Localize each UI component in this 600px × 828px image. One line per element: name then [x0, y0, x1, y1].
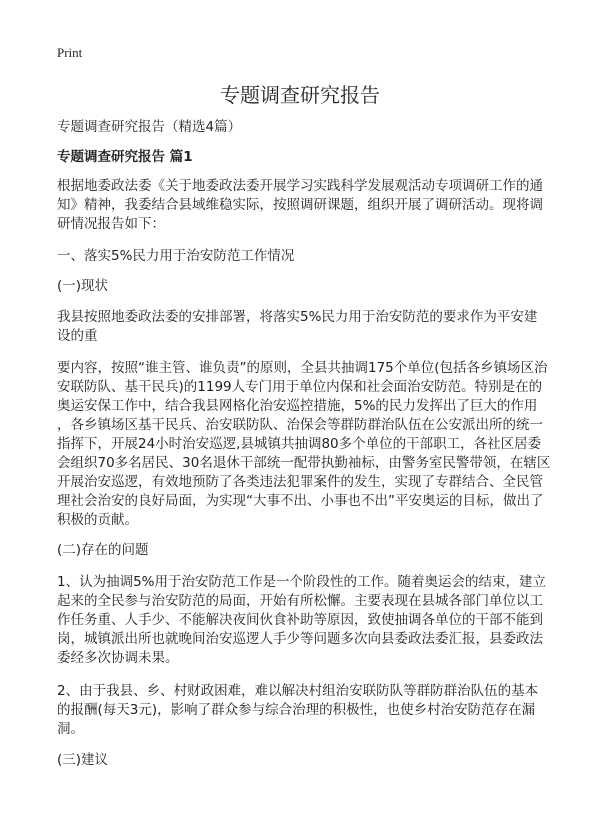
- text-line: 安联防队、基干民兵)的1199人专门用于单位内保和社会面治安防范。特别是在的: [57, 379, 543, 395]
- paragraph-2: [57, 359, 580, 530]
- text-line: 要内容，按照“谁主管、谁负责”的原则，全县共抽调175个单位(包括各乡镇场区治: [57, 360, 548, 376]
- text-line: 积极的贡献。: [57, 512, 138, 528]
- subheading-suggestions: (三)建议: [57, 752, 109, 768]
- text-line: 开展治安巡逻，有效地预防了各类违法犯罪案件的发生，实现了专群结合、全民管: [57, 474, 543, 490]
- text-line: ，各乡镇场区基干民兵、治安联防队、治保会等群防群治队伍在公安派出所的统一: [57, 417, 543, 433]
- text-line: 我县按照地委政法委的安排部署，将落实5%民力用于治安防范的要求作为平安建: [57, 309, 538, 325]
- text-line: 起来的全民参与治安防范的局面，开始有所松懈。主要表现在县城各部门单位以工: [57, 593, 543, 609]
- page-title: 专题调查研究报告: [220, 83, 380, 107]
- paragraph-1: [57, 308, 580, 346]
- text-line: 岗，城镇派出所也就晚间治安巡逻人手少等问题多次向县委政法委汇报，县委政法: [57, 631, 543, 647]
- text-line: 委经多次协调未果。: [57, 650, 179, 666]
- article-heading: 专题调查研究报告 篇1: [57, 149, 193, 165]
- text-line: 1、认为抽调5%用于治安防范工作是一个阶段性的工作。随着奥运会的结束，建立: [57, 574, 547, 590]
- text-line: 作任务重、人手少、不能解决夜间伙食补助等原因，致使抽调各单位的干部不能到: [57, 612, 543, 628]
- intro-paragraph: [57, 177, 580, 234]
- subtitle: 专题调查研究报告（精选4篇）: [57, 119, 242, 135]
- text-line: 洞。: [57, 721, 84, 737]
- text-line: 奥运安保工作中，结合我县网格化治安巡控措施，5%的民力发挥出了巨大的作用: [57, 398, 538, 414]
- subheading-status: (一)现状: [57, 278, 109, 294]
- text-line: 指挥下，开展24小时治安巡逻,县城镇共抽调80多个单位的干部职工，各社区居委: [57, 436, 542, 452]
- text-line: 理社会治安的良好局面，为实现“大事不出、小事也不出”平安奥运的目标，做出了: [57, 493, 544, 509]
- section-heading-1: 一、落实5%民力用于治安防范工作情况: [57, 248, 295, 264]
- text-line: 的报酬(每天3元)，影响了群众参与综合治理的积极性，也使乡村治安防范存在漏: [57, 702, 536, 718]
- text-line: 研情况报告如下：: [57, 216, 165, 232]
- paragraph-3: [57, 573, 580, 668]
- print-link[interactable]: Print: [57, 45, 83, 60]
- subheading-problems: (二)存在的问题: [57, 542, 149, 558]
- text-line: 设的重: [57, 328, 98, 344]
- text-line: 2、由于我县、乡、村财政困难，难以解决村组治安联防队等群防群治队伍的基本: [57, 683, 539, 699]
- text-line: 会组织70多名居民、30名退休干部统一配带执勤袖标，由警务室民警带领，在辖区: [57, 455, 551, 471]
- text-line: 知》精神，我委结合县域维稳实际，按照调研课题，组织开展了调研活动。现将调: [57, 197, 543, 213]
- paragraph-4: [57, 682, 580, 739]
- text-line: 根据地委政法委《关于地委政法委开展学习实践科学发展观活动专项调研工作的通: [57, 178, 543, 194]
